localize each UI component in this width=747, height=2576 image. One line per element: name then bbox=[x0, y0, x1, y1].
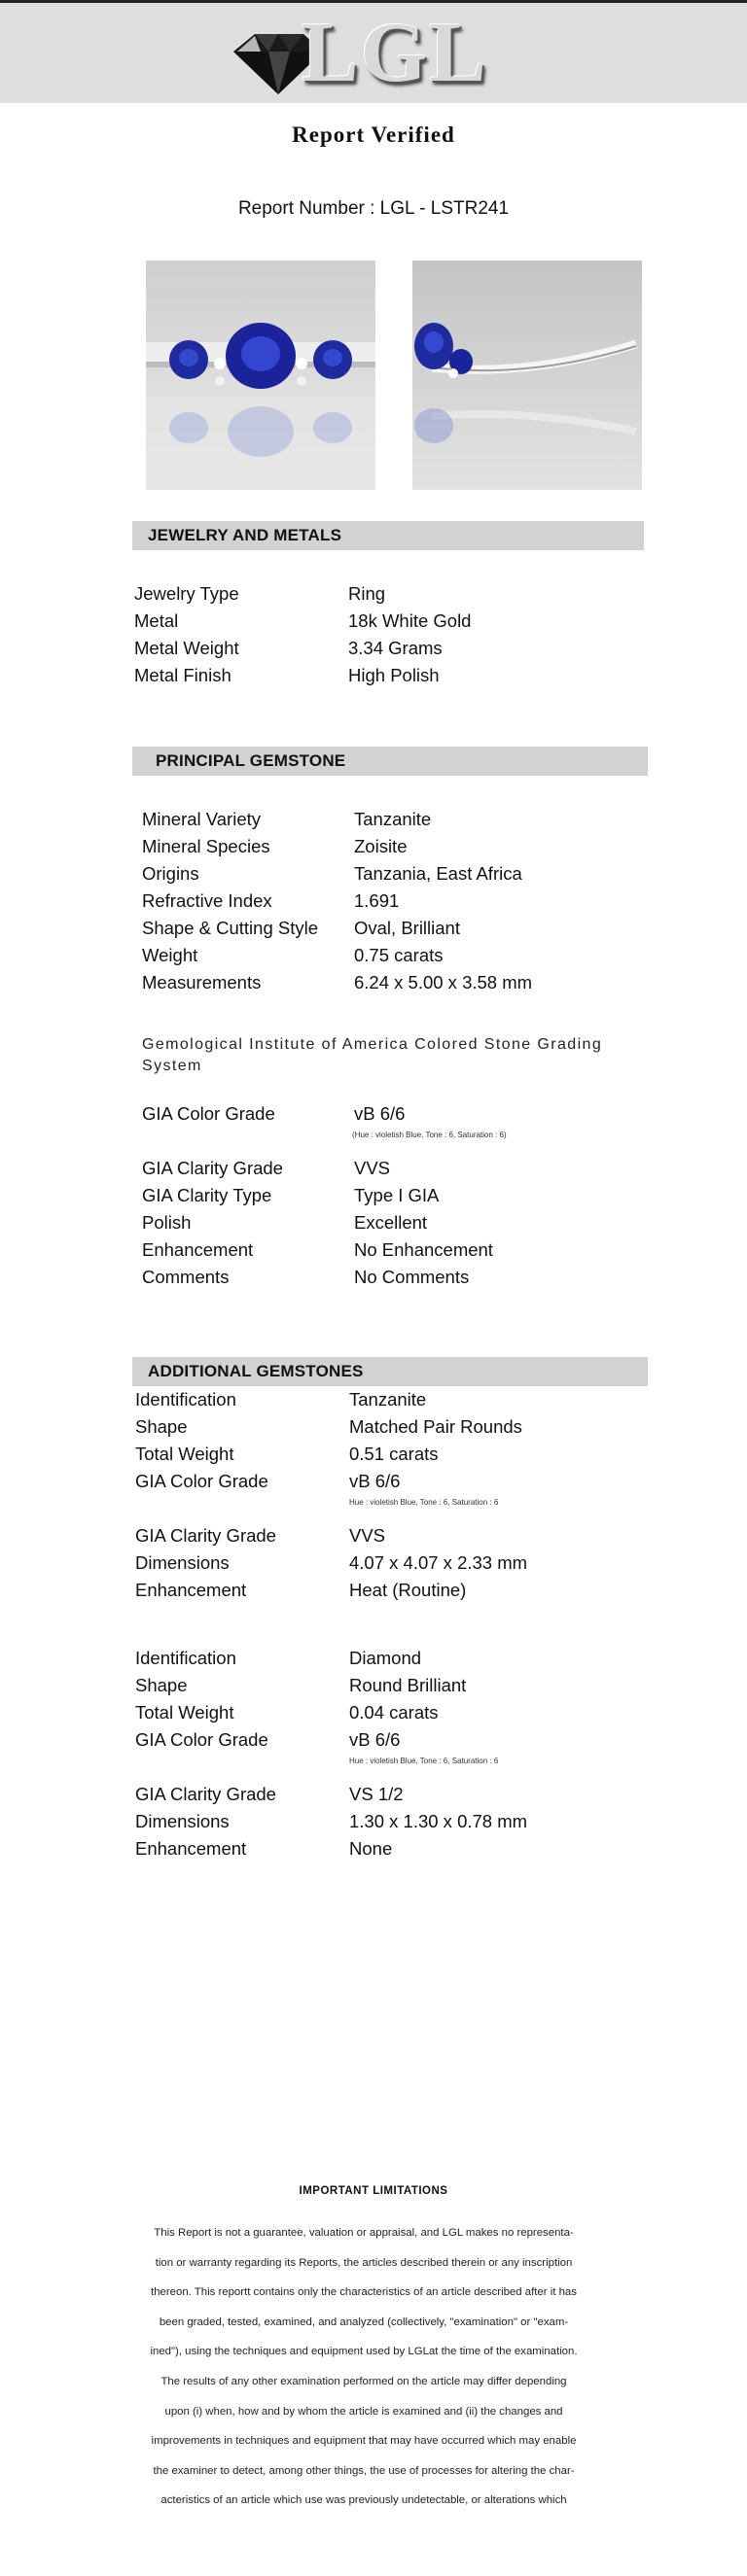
row-label: Jewelry Type bbox=[134, 583, 239, 604]
row-label: GIA Clarity Grade bbox=[135, 1784, 276, 1804]
row-label: Enhancement bbox=[135, 1580, 247, 1600]
row-value: vB 6/6 bbox=[349, 1729, 401, 1750]
row-value: 3.34 Grams bbox=[348, 638, 443, 658]
color-grade-note: Hue : violetish Blue, Tone : 6, Saturation : 6 bbox=[349, 1757, 499, 1765]
limitations-line: This Report is not a guarantee, valuation or appraisal, and LGL makes no representa- bbox=[154, 2227, 574, 2239]
row-value: No Enhancement bbox=[354, 1239, 493, 1260]
limitations-text bbox=[101, 2218, 626, 2516]
row-value: Zoisite bbox=[354, 836, 408, 856]
row-value: Diamond bbox=[349, 1648, 422, 1668]
row-label: GIA Clarity Grade bbox=[135, 1525, 276, 1546]
row-label: Dimensions bbox=[135, 1552, 230, 1573]
row-label: Weight bbox=[142, 945, 198, 965]
row-label: Enhancement bbox=[135, 1838, 247, 1859]
row-value: 1.30 x 1.30 x 0.78 mm bbox=[349, 1811, 528, 1831]
row-label: Total Weight bbox=[135, 1702, 234, 1723]
row-value: None bbox=[349, 1838, 393, 1859]
limitations-line: the examiner to detect, among other things, the use of processes for altering the char- bbox=[153, 2464, 575, 2477]
row-value: 0.51 carats bbox=[349, 1444, 439, 1464]
gia-grading-system-title: Gemological Institute of America Colored Stone Grading System bbox=[142, 1036, 603, 1074]
row-value: VVS bbox=[349, 1525, 386, 1546]
section-heading-jewelry: JEWELRY AND METALS bbox=[132, 521, 644, 550]
row-label: Mineral Variety bbox=[142, 809, 262, 829]
row-value: Excellent bbox=[354, 1212, 428, 1233]
row-value: vB 6/6 bbox=[349, 1471, 401, 1491]
row-value: Tanzanite bbox=[354, 809, 432, 829]
row-label: Comments bbox=[142, 1267, 230, 1287]
row-value: vB 6/6 bbox=[354, 1103, 406, 1124]
row-label: Total Weight bbox=[135, 1444, 234, 1464]
row-value: Tanzania, East Africa bbox=[354, 863, 522, 884]
row-label: GIA Clarity Grade bbox=[142, 1158, 283, 1178]
section-heading-principal: PRINCIPAL GEMSTONE bbox=[132, 747, 648, 776]
header-banner bbox=[0, 0, 747, 103]
row-value: VVS bbox=[354, 1158, 391, 1178]
limitations-heading: IMPORTANT LIMITATIONS bbox=[299, 2185, 448, 2197]
row-label: Origins bbox=[142, 863, 199, 884]
row-label: GIA Clarity Type bbox=[142, 1185, 272, 1205]
limitations-line: The results of any other examination performed on the article may differ depending bbox=[160, 2375, 567, 2387]
row-label: Metal Finish bbox=[134, 665, 231, 685]
limitations-line: ined"), using the techniques and equipment used by LGLat the time of the examination. bbox=[150, 2346, 578, 2358]
row-label: Metal Weight bbox=[134, 638, 239, 658]
row-label: Shape bbox=[135, 1675, 188, 1695]
row-value: Oval, Brilliant bbox=[354, 918, 460, 938]
limitations-line: improvements in techniques and equipment that may have occurred which may enable bbox=[151, 2435, 577, 2448]
row-value: No Comments bbox=[354, 1267, 470, 1287]
limitations-line: thereon. This reportt contains only the characteristics of an article described after it has bbox=[151, 2286, 577, 2299]
color-grade-note: (Hue : violetish Blue, Tone : 6, Saturation : 6) bbox=[352, 1131, 507, 1139]
row-label: GIA Color Grade bbox=[135, 1471, 268, 1491]
row-label: Shape bbox=[135, 1416, 188, 1437]
row-label: Refractive Index bbox=[142, 890, 272, 911]
row-label: Metal bbox=[134, 610, 179, 631]
row-value: 6.24 x 5.00 x 3.58 mm bbox=[354, 972, 533, 992]
row-value: Round Brilliant bbox=[349, 1675, 467, 1695]
limitations-line: been graded, tested, examined, and analyzed (collectively, "examination" or "exam- bbox=[159, 2315, 569, 2328]
row-value: High Polish bbox=[348, 665, 440, 685]
report-number: Report Number : LGL - LSTR241 bbox=[237, 198, 510, 219]
row-label: Shape & Cutting Style bbox=[142, 918, 318, 938]
limitations-line: tion or warranty regarding its Reports, the articles described therein or any inscription bbox=[155, 2256, 573, 2269]
row-value: VS 1/2 bbox=[349, 1784, 404, 1804]
row-value: Tanzanite bbox=[349, 1389, 427, 1410]
limitations-line: upon (i) when, how and by whom the article is examined and (ii) the changes and bbox=[164, 2405, 563, 2418]
row-value: Heat (Routine) bbox=[349, 1580, 467, 1600]
page-title: Report Verified bbox=[292, 122, 455, 147]
row-value: 0.04 carats bbox=[349, 1702, 439, 1723]
logo-text: LGL bbox=[302, 6, 488, 100]
row-label: Mineral Species bbox=[142, 836, 270, 856]
row-label: Dimensions bbox=[135, 1811, 230, 1831]
row-value: 0.75 carats bbox=[354, 945, 444, 965]
row-label: Identification bbox=[135, 1648, 236, 1668]
row-value: 1.691 bbox=[354, 890, 400, 911]
row-value: Matched Pair Rounds bbox=[349, 1416, 522, 1437]
row-label: Measurements bbox=[142, 972, 262, 992]
row-label: GIA Color Grade bbox=[135, 1729, 268, 1750]
limitations-line: acteristics of an article which use was previously undetectable, or alterations which bbox=[160, 2494, 567, 2507]
ring-side-icon bbox=[412, 261, 642, 490]
row-value: 18k White Gold bbox=[348, 610, 472, 631]
ring-front-icon bbox=[146, 261, 375, 490]
row-label: Identification bbox=[135, 1389, 236, 1410]
section-heading-additional: ADDITIONAL GEMSTONES bbox=[132, 1357, 648, 1386]
ring-front-photo bbox=[146, 261, 375, 490]
row-label: Polish bbox=[142, 1212, 192, 1233]
row-label: GIA Color Grade bbox=[142, 1103, 275, 1124]
row-value: 4.07 x 4.07 x 2.33 mm bbox=[349, 1552, 528, 1573]
row-value: Type I GIA bbox=[354, 1185, 440, 1205]
row-value: Ring bbox=[348, 583, 386, 604]
color-grade-note: Hue : violetish Blue, Tone : 6, Saturation : 6 bbox=[349, 1498, 499, 1507]
row-label: Enhancement bbox=[142, 1239, 254, 1260]
ring-side-photo bbox=[412, 261, 642, 490]
